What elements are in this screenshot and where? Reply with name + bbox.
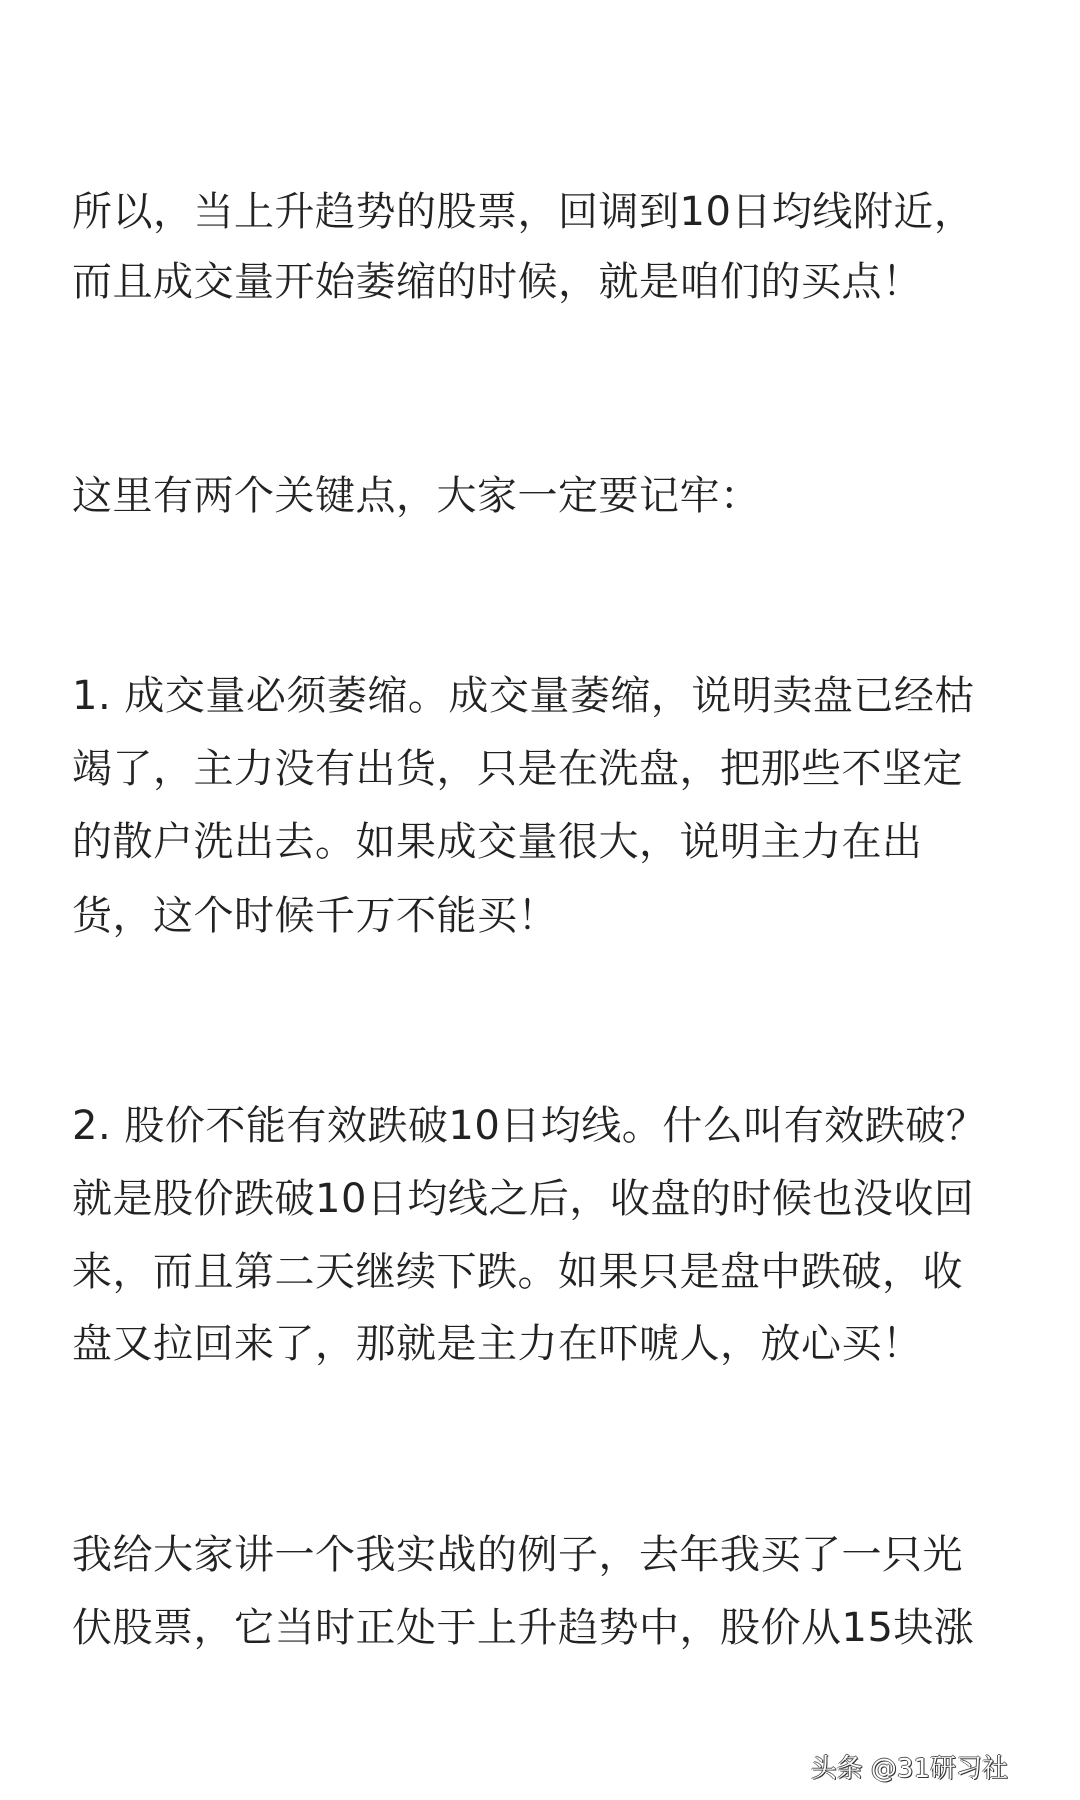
text-line: 伏股票，它当时正处于上升趋势中，股价从15块涨 — [72, 1605, 975, 1651]
text-line: 盘又拉回来了，那就是主力在吓唬人，放心买！ — [72, 1321, 923, 1367]
text-line: 所以，当上升趋势的股票，回调到10日均线附近， — [72, 189, 975, 235]
text-line: 1. 成交量必须萎缩。成交量萎缩，说明卖盘已经枯 — [72, 673, 975, 719]
text-line: 货，这个时候千万不能买！ — [72, 893, 558, 939]
text-line: 竭了，主力没有出货，只是在洗盘，把那些不坚定 — [72, 746, 963, 792]
text-line: 就是股价跌破10日均线之后，收盘的时候也没收回 — [72, 1176, 975, 1222]
watermark: 头条 @31研习社 — [810, 1754, 1008, 1784]
text-line: 2. 股价不能有效跌破10日均线。什么叫有效跌破？ — [72, 1103, 987, 1149]
text-line: 而且成交量开始萎缩的时候，就是咱们的买点！ — [72, 259, 923, 305]
text-line: 的散户洗出去。如果成交量很大，说明主力在出 — [72, 819, 923, 865]
text-line: 这里有两个关键点，大家一定要记牢： — [72, 473, 761, 519]
text-line: 我给大家讲一个我实战的例子，去年我买了一只光 — [72, 1532, 963, 1578]
text-line: 来，而且第二天继续下跌。如果只是盘中跌破，收 — [72, 1249, 963, 1295]
